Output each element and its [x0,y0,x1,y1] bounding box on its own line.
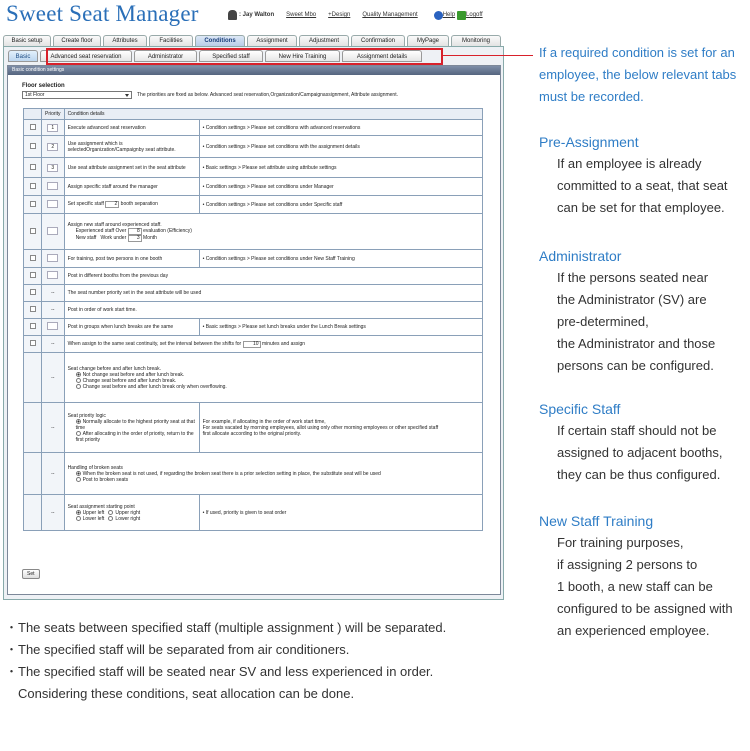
row-note: • Basic settings > Please set attribute using attribute settings [199,158,482,178]
user-icon [228,10,237,20]
priority-input[interactable] [47,271,58,279]
logoff-link[interactable]: Logoff [466,12,483,18]
exp-over: Over [115,227,127,234]
section-line: an experienced employee. [557,623,710,638]
tab-confirmation[interactable]: Confirmation [351,35,405,46]
row-detail: Assign specific staff around the manager [64,178,199,196]
section-line: committed to a seat, that seat [557,178,728,193]
conditions-panel [7,65,501,595]
subtab-new-hire-training[interactable]: New Hire Training [265,50,340,62]
section-line: the Administrator and those [557,336,716,351]
radio-label: Lower right [115,515,141,522]
tab-monitoring[interactable]: Monitoring [451,35,501,46]
link-quality-management[interactable]: Quality Management [362,12,418,18]
row-detail: Post in order of work start time. [64,302,482,319]
tab-adjustment[interactable]: Adjustment [299,35,349,46]
table-row [24,250,483,268]
table-row [24,268,483,285]
new-work: Work under [100,234,127,241]
radio-button[interactable] [76,378,81,383]
row-detail: Use assignment which is selectedOrganization/Campaignby seat attribute. [64,136,199,158]
help-icon[interactable] [434,11,443,20]
radio-label: When the broken seat is not used, if regarding the broken seat there is a prior selection setting in place, the substitute seat will be used [82,470,381,477]
table-row [24,495,483,531]
tab-assignment[interactable]: Assignment [247,35,297,46]
new-staff-input[interactable]: 3 [128,235,142,242]
radio-label: Upper left [82,509,105,516]
new-post: Month [143,234,157,241]
priority-input[interactable] [47,322,58,330]
table-row [24,302,483,319]
bottom-note: Considering these conditions, seat allocation can be done. [5,686,355,701]
priority-input[interactable] [47,182,58,190]
radio-label: Lower left [82,515,105,522]
row-checkbox[interactable] [30,124,36,130]
start-title: Seat assignment starting point [67,503,135,510]
radio-button[interactable] [76,510,81,515]
annotation-administrator [539,245,750,377]
priority-text: -- [42,353,65,403]
annotation-new-staff-training [539,510,750,642]
callout-line [442,55,533,56]
priority-text: -- [42,453,65,495]
radio-button[interactable] [108,516,113,521]
table-row [24,136,483,158]
link-design[interactable]: +Design [328,12,351,18]
row-detail: Execute advanced seat reservation [64,120,199,136]
table-row [24,336,483,353]
priority-input[interactable] [47,227,58,235]
app-title: Sweet Seat Manager [6,1,199,26]
section-title: New Staff Training [539,513,654,529]
row-note: • Condition settings > Please set conditions with the assignment details [199,136,482,158]
row-detail [64,214,482,250]
new-label: New staff [75,234,97,241]
tab-attributes[interactable]: Attributes [103,35,147,46]
annotation-specific-staff [539,398,750,486]
radio-button[interactable] [108,510,113,515]
row-checkbox[interactable] [30,289,36,295]
interval-select[interactable]: 10 [243,341,261,348]
subtab-administrator[interactable]: Administrator [134,50,197,62]
help-link[interactable]: Help [442,12,456,18]
priority-text: -- [42,336,65,353]
table-row [24,196,483,214]
section-line: If an employee is already [557,156,702,171]
annotation-pre-assignment [539,131,750,219]
floor-note: The priorities are fixed as below. Advanced seat reservation,Organization/Campaignassignment, Attribute assignment. [137,92,398,98]
priority-text: -- [42,495,65,531]
radio-button[interactable] [76,384,81,389]
tab-facilities[interactable]: Facilities [149,35,193,46]
row-note: • Basic settings > Please set lunch breaks under the Lunch Break settings [199,319,482,336]
radio-button[interactable] [76,372,81,377]
subtab-advanced-seat-reservation[interactable]: Advanced seat reservation [40,50,132,62]
note-line: first allocate according to the original priority. [202,430,302,437]
exp-post: evaluation (Efficiency) [143,227,192,234]
col-details: Condition details [64,109,482,120]
experienced-input[interactable]: 8 [128,228,142,235]
priority-text: -- [42,403,65,453]
radio-label: Upper right [115,509,141,516]
subtab-assignment-details[interactable]: Assignment details [342,50,422,62]
content-frame [3,46,504,600]
starting-point-options [64,495,199,531]
priority-input[interactable]: 1 [47,124,58,132]
row-note: • Condition settings > Please set conditions with advanced reservations [199,120,482,136]
note-line: For seats vacated by morning employees, allot using only other morning employees or other specified staff [202,424,439,431]
tab-conditions[interactable]: Conditions [195,35,245,46]
radio-label: Not change seat before and after lunch break. [82,371,185,378]
row-checkbox[interactable] [30,183,36,189]
radio-button[interactable] [76,431,81,436]
detail-pre: When assign to the same seat continuity, set the interval between the shifts for [67,340,242,347]
seat-priority-options [64,403,199,453]
table-row [24,214,483,250]
tab-mypage[interactable]: MyPage [407,35,449,46]
set-button[interactable]: Set [22,569,40,579]
logoff-icon[interactable] [457,11,466,20]
radio-label: After allocating in the order of priority, return to the first priority [75,430,194,443]
callout-text [539,42,750,108]
subtab-specified-staff[interactable]: Specified staff [199,50,263,62]
row-checkbox[interactable] [30,164,36,170]
row-detail: Use seat attribute assignment set in the seat attribute [64,158,199,178]
broken-title: Handling of broken seats [67,464,123,471]
start-note: • If used, priority is given to seat order [199,495,482,531]
section-line: If certain staff should not be [557,423,717,438]
table-row [24,120,483,136]
section-line: For training purposes, [557,535,684,550]
floor-label: Floor selection [22,83,65,89]
seatprio-title: Seat priority logic [67,412,106,419]
radio-button[interactable] [76,516,81,521]
table-row [24,158,483,178]
row-note: • Condition settings > Please set conditions under New Staff Training [199,250,482,268]
detail-post: minutes and assign [261,340,306,347]
row-checkbox[interactable] [30,255,36,261]
booth-separation-input[interactable]: 2 [105,201,119,208]
table-row [24,285,483,302]
row-note: • Condition settings > Please set conditions under Specific staff [199,196,482,214]
section-title: Administrator [539,248,622,264]
bottom-notes [5,617,545,705]
row-checkbox[interactable] [30,228,36,234]
floor-select[interactable]: 1st Floor [22,91,132,99]
section-line: If the persons seated near [557,270,709,285]
radio-label: Change seat before and after lunch break. [82,377,177,384]
highlight-box [46,48,443,65]
top-bar [228,10,483,20]
table-row [24,353,483,403]
priority-input[interactable]: 2 [47,143,58,151]
row-note: • Condition settings > Please set conditions under Manager [199,178,482,196]
priority-text: -- [42,302,65,319]
radio-label: Normally allocate to the highest priority seat at that time [75,418,195,431]
priority-input[interactable] [47,200,58,208]
section-title: Pre-Assignment [539,134,639,150]
link-sweet-mbo[interactable]: Sweet Mbo [286,12,317,18]
bottom-note: ・The specified staff will be separated from air conditioners. [5,642,350,657]
table-row [24,403,483,453]
table-row [24,319,483,336]
row-detail: Post in groups when lunch breaks are the same [64,319,199,336]
row-checkbox[interactable] [30,306,36,312]
panel-header: Basic condition settings [8,66,500,75]
row-checkbox[interactable] [30,340,36,346]
exp-label: Experienced staff [75,227,115,234]
radio-label: Change seat before and after lunch break only when overflowing. [82,383,227,390]
radio-button[interactable] [76,477,81,482]
section-title: Specific Staff [539,401,621,417]
seat-priority-note [199,403,482,453]
section-line: can be set for that employee. [557,200,725,215]
section-line: if assigning 2 persons to [557,557,698,572]
row-detail [64,336,482,353]
row-checkbox[interactable] [30,143,36,149]
section-line: configured to be assigned with [557,601,733,616]
tab-basic-setup[interactable]: Basic setup [3,35,51,46]
priority-text: -- [42,285,65,302]
radio-label: Post to broken seats [82,476,129,483]
user-name: : Jay Walton [239,12,275,18]
row-checkbox[interactable] [30,272,36,278]
radio-button[interactable] [76,471,81,476]
table-row [24,453,483,495]
priority-input[interactable]: 3 [47,164,58,172]
section-line: 1 booth, a new staff can be [557,579,713,594]
row-detail: For training, post two persons in one booth [64,250,199,268]
row-checkbox[interactable] [30,201,36,207]
section-line: they can be thus configured. [557,467,721,482]
subtab-basic[interactable]: Basic [8,50,38,62]
priority-input[interactable] [47,254,58,262]
radio-button[interactable] [76,419,81,424]
section-line: the Administrator (SV) are [557,292,707,307]
row-detail [64,196,199,214]
main-nav [3,35,501,46]
lunch-options [64,353,482,403]
section-line: pre-determined, [557,314,649,329]
note-line: For example, if allocating in the order of work start time, [202,418,326,425]
bottom-note: ・The seats between specified staff (multiple assignment ) will be separated. [5,620,447,635]
row-detail: Post in different booths from the previous day [64,268,482,285]
col-priority: Priority [42,109,65,120]
section-line: assigned to adjacent booths, [557,445,723,460]
detail-post: booth separation [120,201,158,207]
tab-create-floor[interactable]: Create floor [53,35,101,46]
bottom-note: ・The specified staff will be seated near SV and less experienced in order. [5,664,434,679]
row-checkbox[interactable] [30,323,36,329]
section-line: persons can be configured. [557,358,714,373]
detail-pre: Set specific staff [67,201,104,207]
broken-seat-options [64,453,482,495]
callout-body: If a required condition is set for an employee, the below relevant tabs must be recorded. [539,45,737,104]
row-detail: The seat number priority set in the seat attribute will be used [64,285,482,302]
detail-text: Assign new staff around experienced staff. [67,221,162,228]
lunch-title: Seat change before and after lunch break. [67,365,161,372]
table-row [24,178,483,196]
conditions-table [23,108,483,531]
